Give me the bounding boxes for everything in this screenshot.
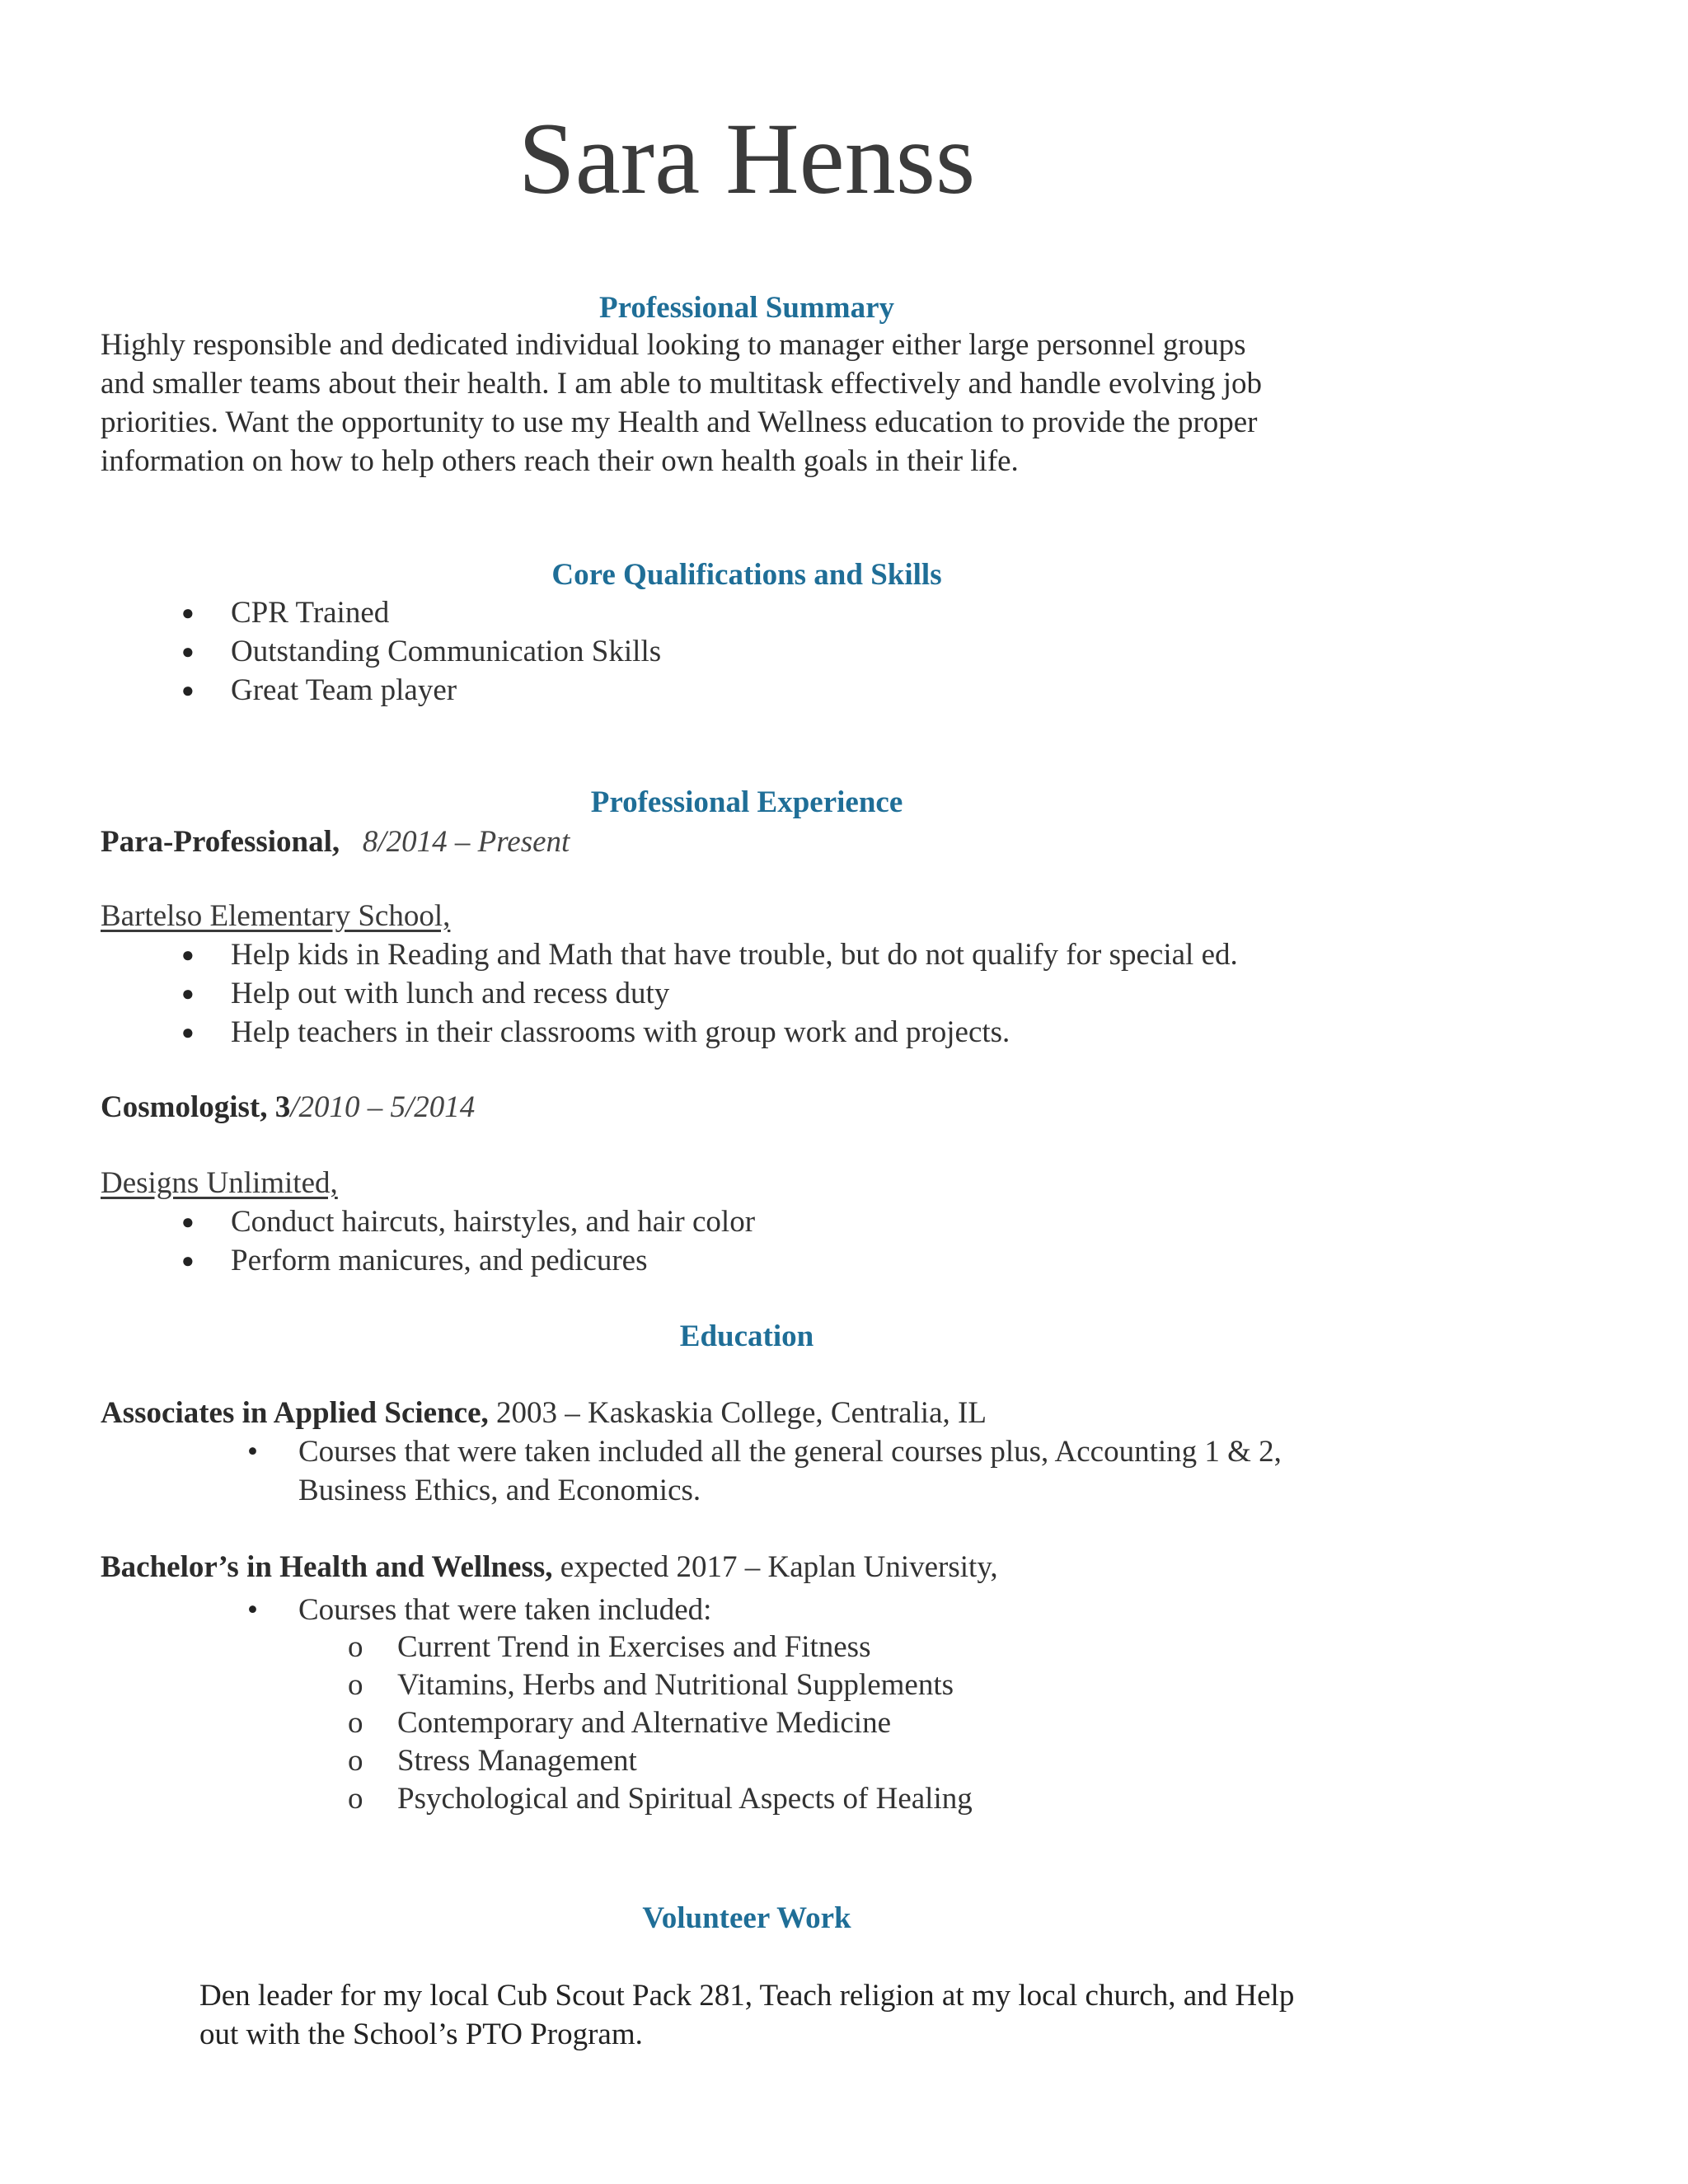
skill-item: Great Team player [231,673,457,707]
bullet-icon: ● [181,601,195,625]
job-title-line [101,1088,475,1127]
circle-bullet-icon: o [348,1630,363,1664]
bullet-icon: ● [181,1210,195,1234]
solid-bullet-icon: • [247,1593,258,1627]
summary-heading: Professional Summary [598,291,894,325]
circle-bullet-icon: o [348,1668,363,1702]
bullet-icon: ● [181,1020,195,1044]
volunteer-line: out with the School’s PTO Program. [199,2018,643,2051]
course-item: Contemporary and Alternative Medicine [397,1706,892,1740]
degree-title: Associates in Applied Science, [101,1396,489,1430]
course-item: Psychological and Spiritual Aspects of Healing [397,1782,973,1816]
skills-heading: Core Qualifications and Skills [551,558,942,592]
duty-item: Help kids in Reading and Math that have trouble, but do not qualify for special ed. [231,938,1238,972]
skill-item: Outstanding Communication Skills [231,635,662,668]
course-item: Current Trend in Exercises and Fitness [397,1630,871,1664]
bullet-icon: ● [181,982,195,1005]
bullet-icon: ● [181,640,195,663]
course-item: Stress Management [397,1744,637,1778]
skill-item: CPR Trained [231,596,390,630]
circle-bullet-icon: o [348,1706,363,1740]
summary-line: Highly responsible and dedicated individual looking to manager either large personnel groups [101,328,1246,362]
duty-item: Conduct haircuts, hairstyles, and hair color [231,1205,756,1239]
degree-line [101,1548,998,1586]
summary-line: priorities. Want the opportunity to use my Health and Wellness education to provide the proper [101,405,1258,439]
degree-courses-line: Courses that were taken included: [298,1593,712,1627]
degree-detail: 2003 – Kaskaskia College, Centralia, IL [496,1396,987,1430]
job-title: Para-Professional, [101,825,340,859]
employer-name: Bartelso Elementary School, [101,899,451,933]
duty-item: Perform manicures, and pedicures [231,1244,648,1277]
summary-paragraph [101,326,1386,480]
volunteer-line: Den leader for my local Cub Scout Pack 281, Teach religion at my local church, and Help [199,1979,1295,2013]
resume-name: Sara Henss [518,102,976,215]
job-dates: 8/2014 – Present [362,825,570,859]
circle-bullet-icon: o [348,1782,363,1816]
job-title-line [101,823,570,861]
summary-line: information on how to help others reach their own health goals in their life. [101,444,1019,478]
summary-line: and smaller teams about their health. I am able to multitask effectively and handle evolving job [101,367,1262,401]
course-item: Vitamins, Herbs and Nutritional Supplements [397,1668,954,1702]
degree-courses-line: Business Ethics, and Economics. [298,1474,701,1507]
degree-detail: expected 2017 – Kaplan University, [560,1550,998,1584]
education-heading: Education [679,1319,814,1353]
bullet-icon: ● [181,678,195,702]
duty-item: Help out with lunch and recess duty [231,977,670,1010]
circle-bullet-icon: o [348,1744,363,1778]
job-title: Cosmologist, 3 [101,1090,291,1124]
volunteer-heading: Volunteer Work [642,1901,851,1935]
duty-item: Help teachers in their classrooms with group work and projects. [231,1015,1010,1049]
job-dates: /2010 – 5/2014 [290,1090,476,1124]
bullet-icon: ● [181,943,195,967]
bullet-icon: ● [181,1249,195,1272]
employer-name: Designs Unlimited, [101,1166,338,1200]
degree-courses-line: Courses that were taken included all the general courses plus, Accounting 1 & 2, [298,1435,1282,1469]
experience-heading: Professional Experience [590,785,903,819]
degree-title: Bachelor’s in Health and Wellness, [101,1550,553,1584]
solid-bullet-icon: • [247,1435,258,1469]
degree-line [101,1394,987,1432]
